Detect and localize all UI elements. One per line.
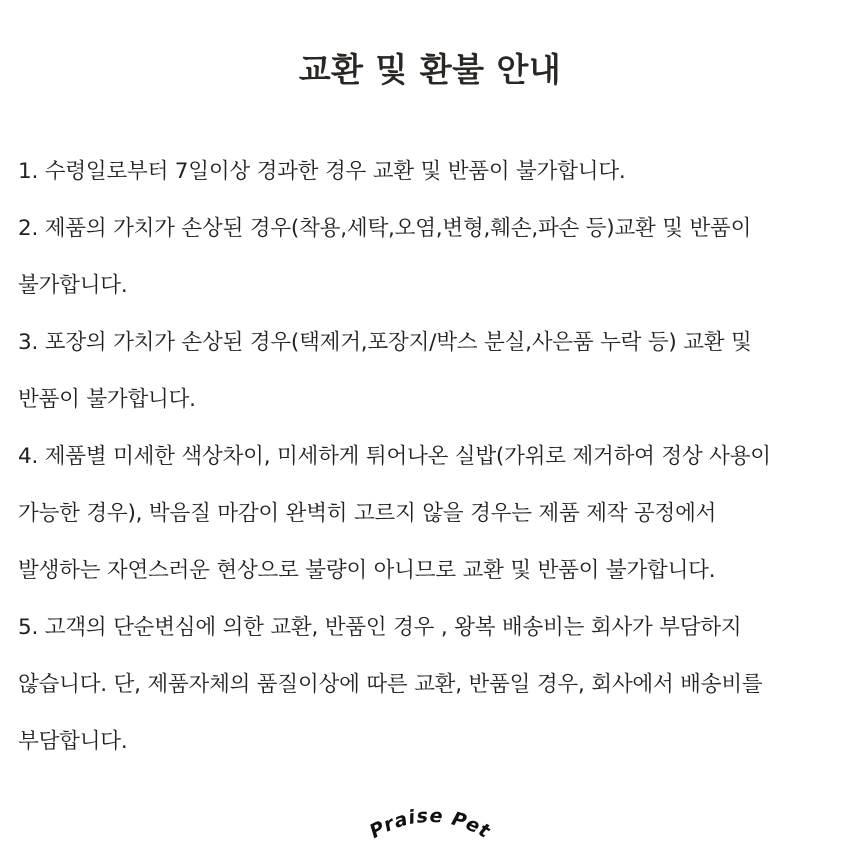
notice-line: 2. 제품의 가치가 손상된 경우(착용,세탁,오염,변형,훼손,파손 등)교환 및 반품이 <box>18 216 752 241</box>
brand-logo-text <box>366 805 494 843</box>
notice-line: 5. 고객의 단순변심에 의한 교환, 반품인 경우 , 왕복 배송비는 회사가 부담하지 <box>18 615 742 640</box>
notice-line: 1. 수령일로부터 7일이상 경과한 경우 교환 및 반품이 불가합니다. <box>18 159 626 184</box>
brand-logo-textpath: Praise Pet <box>366 804 495 844</box>
page-title: 교환 및 환불 안내 <box>298 50 562 89</box>
notice-list <box>18 150 846 777</box>
notice-line: 반품이 불가합니다. <box>18 387 196 412</box>
notice-line: 부담합니다. <box>18 729 128 754</box>
notice-line: 3. 포장의 가치가 손상된 경우(택제거,포장지/박스 분실,사은품 누락 등) 교환 및 <box>18 330 752 355</box>
notice-line: 가능한 경우), 박음질 마감이 완벽히 고르지 않을 경우는 제품 제작 공정에서 <box>18 501 717 526</box>
notice-line: 않습니다. 단, 제품자체의 품질이상에 따른 교환, 반품일 경우, 회사에서 배송비를 <box>18 672 763 697</box>
notice-line: 4. 제품별 미세한 색상차이, 미세하게 튀어나온 실밥(가위로 제거하여 정상 사용이 <box>18 444 771 469</box>
notice-line: 발생하는 자연스러운 현상으로 불량이 아니므로 교환 및 반품이 불가합니다. <box>18 558 716 583</box>
brand-logo <box>360 792 500 854</box>
notice-line: 불가합니다. <box>18 273 128 298</box>
